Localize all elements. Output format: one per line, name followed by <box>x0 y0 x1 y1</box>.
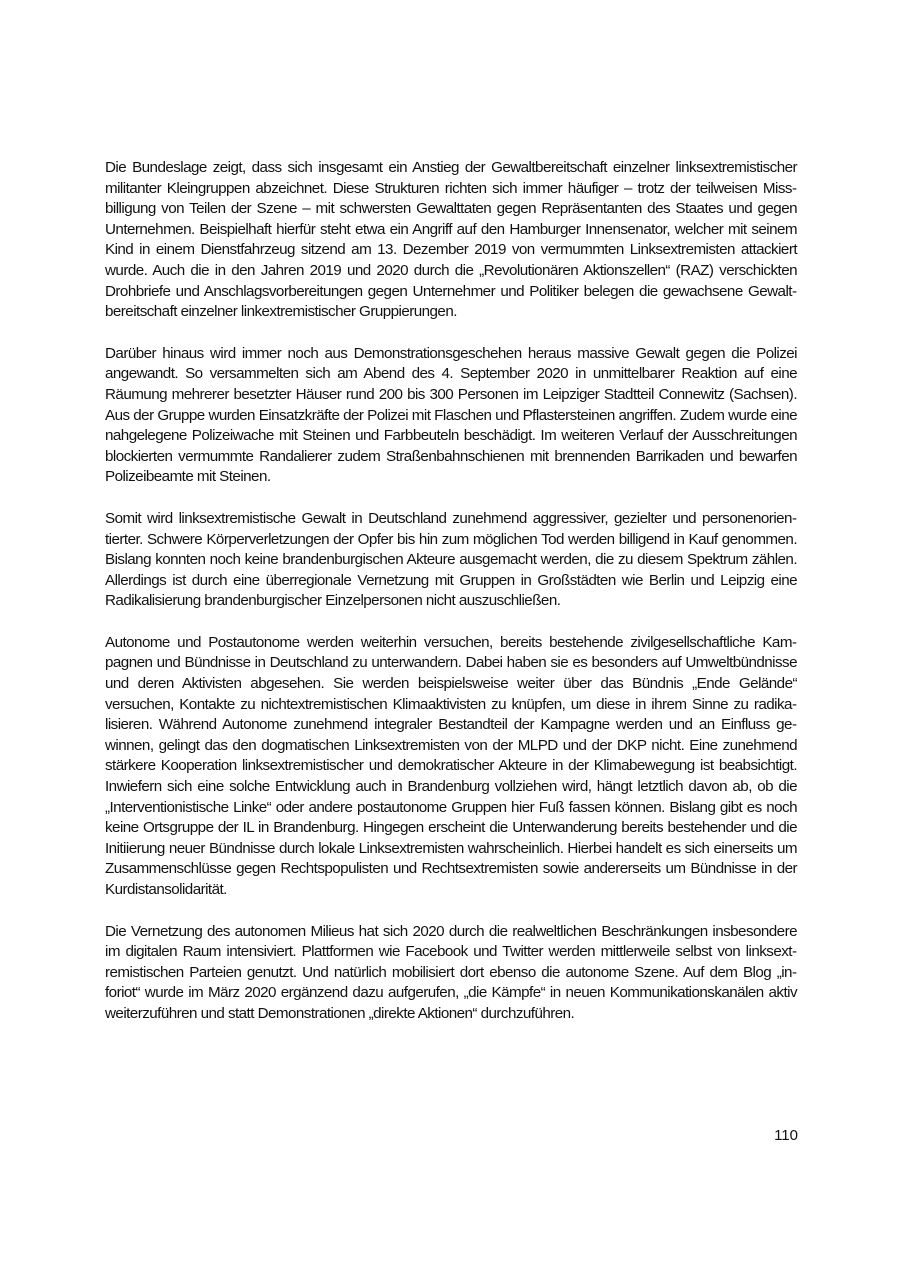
paragraph-gewaltbereitschaft: Die Bundeslage zeigt, dass sich insgesamt ein Anstieg der Gewaltbereitschaft einzelner linksextremistischer militanter Kleingruppen abzeichnet. Diese Strukturen richten sich immer häufiger – trotz der teilweisen Missbilligung von Teilen der Szene – mit schwersten Gewalttaten gegen Repräsentanten des Staates und gegen Unternehmen. Beispielhaft hierfür steht etwa ein Angriff auf den Hamburger Innensenator, welcher mit seinem Kind in einem Dienstfahrzeug sitzend am 13. Dezember 2019 von vermummten Linksextremisten attackiert wurde. Auch die in den Jahren 2019 und 2020 durch die „Revolutionären Aktionszellen“ (RAZ) verschickten Drohbriefe und Anschlagsvorbereitungen gegen Unternehmer und Politiker belegen die gewachsene Gewaltbereitschaft einzelner linkextremistischer Gruppierungen. <box>105 159 797 321</box>
paragraph-unterwanderung: Autonome und Postautonome werden weiterhin versuchen, bereits bestehende zivilgesellschaftliche Kampagnen und Bündnisse in Deutschland zu unterwandern. Dabei haben sie es besonders auf Umweltbündnisse und deren Aktivisten abgesehen. Sie werden beispielsweise weiter über das Bündnis „Ende Gelände“ versuchen, Kontakte zu nichtextremistischen Klimaaktivisten zu knüpfen, um diese in ihrem Sinne zu radikalisieren. Während Autonome zunehmend integraler Bestandteil der Kampagne werden und an Einfluss gewinnen, gelingt das den dogmatischen Linksextremisten von der MLPD und der DKP nicht. Eine zunehmend stärkere Kooperation linksextremistischer und demokratischer Akteure in der Klimabewegung ist beabsichtigt. Inwiefern sich eine solche Entwicklung auch in Brandenburg vollziehen wird, hängt letztlich davon ab, ob die „Interventionistische Linke“ oder andere postautonome Gruppen hier Fuß fassen können. Bislang gibt es noch keine Ortsgruppe der IL in Brandenburg. Hingegen erscheint die Unterwanderung bereits bestehender und die Initiierung neuer Bündnisse durch lokale Linksextremisten wahrscheinlich. Hierbei handelt es sich einerseits um Zusammenschlüsse gegen Rechtspopulisten und Rechtsextremisten sowie andererseits um Bündnisse in der Kurdistansolidarität. <box>105 633 797 898</box>
page-number: 110 <box>774 1127 798 1144</box>
body-text <box>105 158 797 1046</box>
paragraph-vernetzung: Die Vernetzung des autonomen Milieus hat sich 2020 durch die realweltlichen Beschränkungen insbesondere im digitalen Raum intensiviert. Plattformen wie Facebook und Twitter werden mittlerweile selbst von linksextremistischen Parteien genutzt. Und natürlich mobilisiert dort ebenso die autonome Szene. Auf dem Blog „inforiot“ wurde im März 2020 ergänzend dazu aufgerufen, „die Kämpfe“ in neuen Kommunikationskanälen aktiv weiterzuführen und statt Demonstrationen „direkte Aktionen“ durchzuführen. <box>105 922 797 1022</box>
paragraph-demonstrationsgewalt: Darüber hinaus wird immer noch aus Demonstrationsgeschehen heraus massive Gewalt gegen die Polizei angewandt. So versammelten sich am Abend des 4. September 2020 in unmittelbarer Reaktion auf eine Räumung mehrerer besetzter Häuser rund 200 bis 300 Personen im Leipziger Stadtteil Connewitz (Sachsen). Aus der Gruppe wurden Einsatzkräfte der Polizei mit Flaschen und Pflastersteinen angriffen. Zudem wurde eine nahgelegene Polizeiwache mit Steinen und Farbbeuteln beschädigt. Im weiteren Verlauf der Ausschreitungen blockierten vermummte Randalierer zudem Straßenbahnschienen mit brennenden Barrikaden und bewarfen Polizeibeamte mit Steinen. <box>105 344 797 486</box>
paragraph-aggressivitaet: Somit wird linksextremistische Gewalt in Deutschland zunehmend aggressiver, gezielter und personenorientierter. Schwere Körperverletzungen der Opfer bis hin zum möglichen Tod werden billigend in Kauf genommen. Bislang konnten noch keine brandenburgischen Akteure ausgemacht werden, die zu diesem Spektrum zählen. Allerdings ist durch eine überregionale Vernetzung mit Gruppen in Großstädten wie Berlin und Leipzig eine Radikalisierung brandenburgischer Einzelpersonen nicht auszuschließen. <box>105 509 797 610</box>
